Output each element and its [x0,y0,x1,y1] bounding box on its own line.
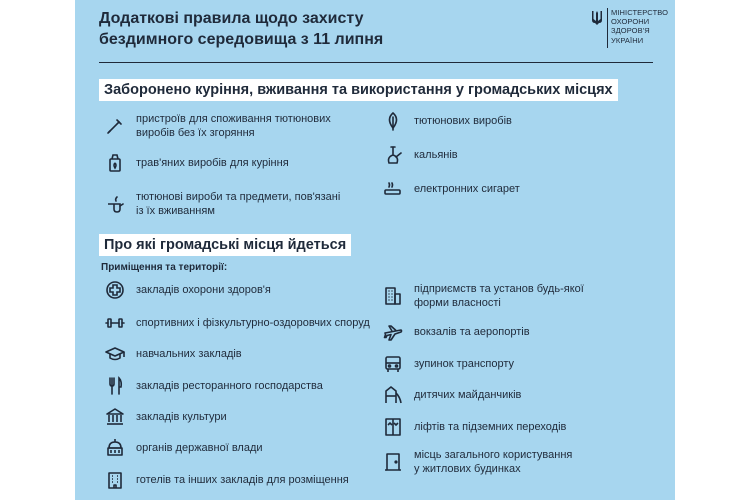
e-cigarette-icon [383,179,403,199]
infographic-panel [75,0,675,500]
list-item-e-cig [383,179,520,199]
list-item-playgrounds [383,385,521,405]
fork-knife-icon [105,376,125,396]
list-item-government [105,438,263,458]
airplane-icon [383,322,403,342]
page-title [99,8,459,50]
office-building-icon [383,286,403,306]
item-label-line1: закладів охорони здоров'я [136,284,271,296]
section2-subheading: Приміщення та території: [101,262,228,273]
ministry-line-3: ЗДОРОВ'Я [611,26,650,36]
list-item-elevators [383,417,566,437]
e-pen-icon [105,116,125,136]
hotel-icon [105,470,125,490]
herb-bag-icon [105,153,125,173]
title-line-1: Додаткові правила щодо захисту [99,10,364,27]
list-item-restaurant [105,376,323,396]
item-label-line1: кальянів [414,149,458,161]
item-label-line1: зупинок транспорту [414,358,515,370]
item-label-line2: у житлових будинках [414,463,521,475]
door-icon [383,452,403,472]
section1-heading: Заборонено куріння, вживання та використання у громадських місцях [99,79,618,101]
pipe-icon [105,194,125,214]
list-item-herbal [105,153,289,173]
medical-cross-icon [105,280,125,300]
item-label-line1: закладів культури [136,411,227,423]
list-item-culture [105,407,227,427]
government-dome-icon [105,438,125,458]
list-item-stops [383,354,514,374]
item-label-line1: органів державної влади [136,442,263,454]
item-label-line2: форми власності [414,297,501,309]
section2-heading: Про які громадські місця йдеться [99,234,351,256]
trident-icon [591,10,603,26]
item-label-line1: місць загального користування [414,449,573,461]
logo-divider [607,8,608,48]
list-item-sport [105,313,370,333]
list-item-heated-tobacco [105,112,331,140]
item-label-line1: спортивних і фізкультурно-оздоровчих споруд [136,317,370,329]
ministry-name [611,8,668,45]
tobacco-leaf-icon [383,111,403,131]
title-line-2: бездимного середовища з 11 липня [99,31,384,48]
list-item-enterprises [383,282,584,310]
item-label-line1: тютюнових виробів [414,115,512,127]
item-label-line2: із їх вживанням [136,205,215,217]
item-label-line1: дитячих майданчиків [414,389,522,401]
list-item-hotel [105,470,349,490]
item-label-line1: навчальних закладів [136,348,242,360]
list-item-education [105,344,242,364]
item-label-line1: готелів та інших закладів для розміщення [136,474,349,486]
list-item-common-areas [383,448,572,476]
list-item-tobacco [383,111,512,131]
header-divider [99,62,653,63]
item-label-line1: ліфтів та підземних переходів [414,421,567,433]
item-label-line1: електронних сигарет [414,183,520,195]
ministry-line-4: УКРАЇНИ [611,35,644,45]
hookah-icon [383,145,403,165]
list-item-stations [383,322,530,342]
elevator-icon [383,417,403,437]
item-label-line1: закладів ресторанного господарства [136,380,323,392]
museum-icon [105,407,125,427]
ministry-logo [591,8,671,58]
item-label-line2: виробів без їх згоряння [136,127,255,139]
ministry-line-2: ОХОРОНИ [611,17,650,27]
list-item-pipe [105,190,340,218]
item-label-line1: підприємств та установ будь-якої [414,283,584,295]
playground-icon [383,385,403,405]
list-item-health [105,280,271,300]
list-item-hookah [383,145,458,165]
dumbbell-icon [105,313,125,333]
item-label-line1: тютюнові вироби та предмети, пов'язані [136,191,341,203]
ministry-line-1: МІНІСТЕРСТВО [611,8,669,17]
graduation-cap-icon [105,344,125,364]
item-label-line1: вокзалів та аеропортів [414,326,530,338]
item-label-line1: пристроїв для споживання тютюнових [136,113,331,125]
item-label-line1: трав'яних виробів для куріння [136,157,289,169]
bus-stop-icon [383,354,403,374]
